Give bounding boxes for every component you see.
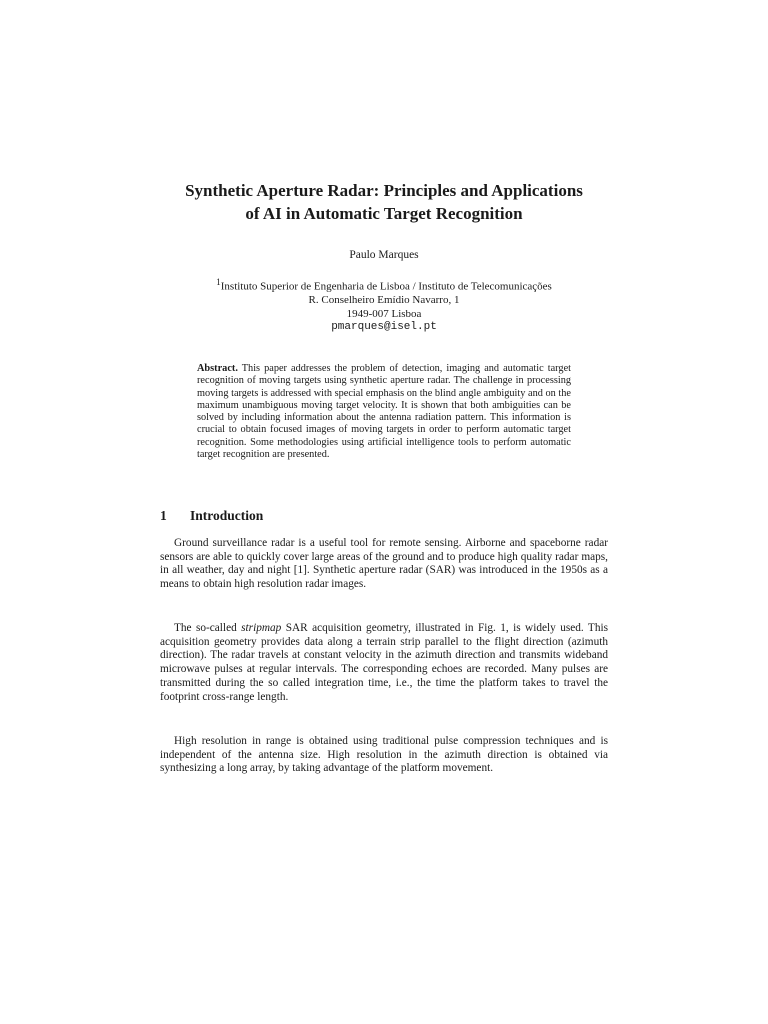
paragraph-1: Ground surveillance radar is a useful tool for remote sensing. Airborne and spaceborne radar sensors are able to quickly cover large areas of the ground and to produce high quality radar maps, in all weather, day and night [1]. Synthetic aperture radar (SAR) was introduced in the 1950s as a means to obtain high resolution radar images. [160,537,608,591]
paper-title [120,179,648,225]
author-email: pmarques@isel.pt [331,321,437,334]
abstract-text: This paper addresses the problem of detection, imaging and automatic target recognition of moving targets using synthetic aperture radar. The challenge in processing moving targets is addressed with special emphasis on the blind angle ambiguity and on the maximum unambiguous moving target velocity. It is shown that both ambiguities can be solved by including information about the antenna radiation pattern. This information is crucial to obtain focused images of moving targets in order to perform automatic target recognition. Some methodologies using artificial intelligence tools to perform automatic target recognition are presented. [197,363,571,461]
section-heading [160,508,263,524]
section-title: Introduction [190,508,264,523]
abstract-label: Abstract. [197,363,238,374]
paragraph-3: High resolution in range is obtained using traditional pulse compression techniques and is independent of the antenna size. High resolution in the azimuth direction is obtained via synthesizing a long array, by taking advantage of the platform movement. [160,735,608,775]
affiliation-line-1 [120,276,648,294]
paragraph-2-rest: SAR acquisition geometry, illustrated in Fig. 1, is widely used. This acquisition geometry provides data along a terrain strip parallel to the flight direction (azimuth direction). The radar travels at constant velocity in the azimuth direction and transmits wideband microwave pulses at regular intervals. The corresponding echoes are recorded. Many pulses are transmitted during the so called integration time, i.e., the time the platform takes to travel the footprint cross-range length. [160,622,608,703]
affiliation-institute: Instituto Superior de Engenharia de Lisboa / Instituto de Telecomunicações [220,280,552,293]
paragraph-2 [160,622,608,704]
paragraph-2-emphasis: stripmap [241,622,282,634]
affiliation [120,276,648,335]
affiliation-line-3: 1949-007 Lisboa [346,307,422,320]
author-name: Paulo Marques [349,249,419,261]
paragraph-2-start: The so-called [174,622,242,634]
affiliation-line-2: R. Conselheiro Emídio Navarro, 1 [308,294,460,307]
affiliation-superscript: 1 [216,277,221,287]
title-line-1: Synthetic Aperture Radar: Principles and Applications [185,181,583,200]
section-number: 1 [160,508,167,523]
abstract [197,363,571,461]
title-line-2: of AI in Automatic Target Recognition [245,204,523,223]
